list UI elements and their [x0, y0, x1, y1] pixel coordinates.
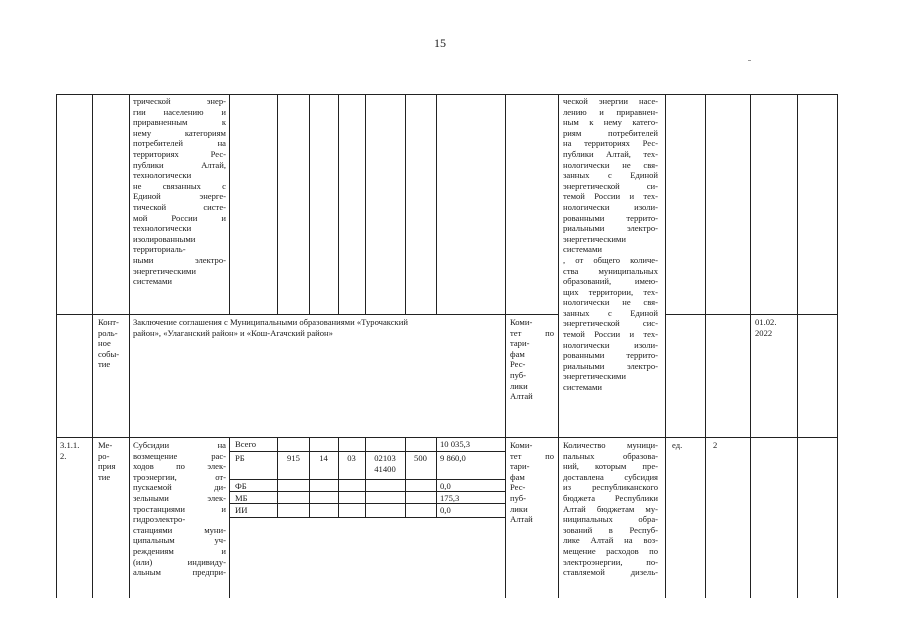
text-line: альным предпри-	[133, 567, 226, 578]
text-line: троэнергии, от-	[133, 471, 226, 482]
text-line: потребителей на	[133, 138, 226, 149]
grid-line	[665, 314, 837, 315]
text-line: прия	[98, 461, 116, 472]
text-line: системами	[563, 382, 603, 393]
text-line: Коми-	[510, 440, 533, 450]
funding-expense: 500	[414, 453, 427, 463]
text-line: 2022	[755, 327, 773, 338]
text-line: нологически не свя-	[563, 159, 658, 170]
text-line: тари-	[510, 338, 530, 349]
scan-mark	[748, 60, 751, 61]
funding-amount: 10 035,3	[440, 439, 471, 449]
text-line: тари-	[510, 461, 530, 472]
measure-indicator	[563, 440, 658, 578]
text-line: публики Алтай,	[133, 159, 226, 170]
text-line: Рес-	[510, 482, 526, 493]
funding-source: МБ	[235, 493, 248, 503]
text-line: ний, которым пре-	[563, 461, 658, 472]
text-line: Количество муници-	[563, 440, 658, 450]
grid-line	[92, 94, 93, 598]
text-line: ства муниципальных	[563, 265, 658, 276]
text-line: энергетической сис-	[563, 318, 658, 329]
text-line: Конт-	[98, 317, 119, 327]
text-line: лики	[510, 380, 528, 391]
control-event-executor	[510, 317, 554, 402]
grid-line	[229, 517, 505, 518]
text-line: тие	[98, 359, 111, 370]
grid-line	[56, 94, 57, 598]
measure-type	[98, 440, 128, 482]
text-line: тет по	[510, 327, 554, 338]
control-event-type	[98, 317, 128, 370]
funding-section: 14	[319, 453, 328, 463]
text-line: собы-	[98, 348, 120, 359]
grid-line	[365, 437, 366, 517]
grid-line	[837, 94, 838, 598]
measure-unit: ед.	[672, 440, 683, 450]
text-line: 3.1.1.	[60, 440, 80, 450]
text-line: публики Алтай, тех-	[563, 148, 658, 159]
grid-line	[56, 314, 558, 315]
text-line: нологически не свя-	[563, 297, 658, 308]
text-line: роль-	[98, 327, 118, 338]
funding-amount: 175,3	[440, 493, 460, 503]
text-line: ческой энергии насе-	[563, 96, 658, 106]
measure-executor	[510, 440, 554, 525]
text-line: изолированными	[133, 233, 196, 244]
text-line: зельными элек-	[133, 492, 226, 503]
grid-line	[338, 437, 339, 517]
grid-line	[405, 94, 406, 314]
grid-line	[665, 94, 666, 598]
text-line: 01.02.	[755, 317, 777, 327]
text-line: энергетическими	[563, 371, 626, 382]
text-line: тет по	[510, 450, 554, 461]
funding-source: Всего	[235, 439, 257, 449]
text-line: технологически	[133, 223, 192, 234]
grid-line	[338, 94, 339, 314]
grid-line	[436, 437, 437, 517]
text-line: ными электро-	[133, 254, 226, 265]
text-line: риям потребителей	[563, 127, 658, 138]
text-line: , от общего количе-	[563, 254, 658, 265]
text-line: гии населению и	[133, 106, 226, 117]
funding-source: РБ	[235, 453, 245, 463]
text-line: щих территории, тех-	[563, 286, 658, 297]
text-line: тростанциями и	[133, 503, 226, 514]
text-line: район», «Улаганский район» и «Кош-Агачский район»	[133, 327, 333, 338]
text-line: образований, имею-	[563, 276, 658, 287]
grid-line	[558, 94, 559, 598]
text-line: 2.	[60, 450, 67, 461]
funding-amount: 9 860,0	[440, 453, 466, 463]
text-line: системами	[563, 244, 603, 255]
grid-line	[56, 94, 837, 95]
grid-line	[56, 437, 837, 438]
text-line: рованными террито-	[563, 350, 658, 361]
text-line: риальными электро-	[563, 223, 658, 234]
continued-indicator	[563, 96, 658, 393]
text-line: энергетической си-	[563, 180, 658, 191]
text-line: реждениям и	[133, 545, 226, 556]
control-event-date	[755, 317, 793, 338]
text-line: не связанных с	[133, 180, 226, 191]
text-line: Заключение соглашения с Муниципальными образованиями «Турочакский	[133, 317, 408, 327]
text-line: гидроэлектро-	[133, 514, 186, 525]
text-line: фам	[510, 471, 525, 482]
text-line: ципальным уч-	[133, 535, 226, 546]
text-line: нологически изоли-	[563, 339, 658, 350]
grid-line	[705, 94, 706, 598]
text-line: тие	[98, 471, 111, 482]
text-line: занных с Единой	[563, 170, 658, 181]
page-number: 15	[434, 36, 446, 50]
text-line: темой России и тех-	[563, 329, 658, 340]
text-line: трической энер-	[133, 96, 226, 106]
text-line: Алтай	[510, 514, 533, 525]
funding-amount: 0,0	[440, 505, 451, 515]
grid-line	[405, 437, 406, 517]
text-line: технологически	[133, 170, 192, 181]
text-line: пуб-	[510, 492, 527, 503]
text-line: лике Алтай на воз-	[563, 535, 658, 546]
funding-source: ИИ	[235, 505, 248, 515]
measure-value: 2	[713, 440, 718, 450]
text-line: фам	[510, 348, 525, 359]
text-line: тической систе-	[133, 201, 226, 212]
text-line: занных с Единой	[563, 307, 658, 318]
funding-amount: 0,0	[440, 481, 451, 491]
text-line: ро-	[98, 450, 110, 461]
grid-line	[797, 94, 798, 598]
text-line: ходов по элек-	[133, 461, 226, 472]
text-line: нему категориям	[133, 127, 226, 138]
text-line: мой России и	[133, 212, 226, 223]
text-line: энергетическими	[133, 265, 196, 276]
funding-subsection: 03	[347, 453, 356, 463]
text-line: ное	[98, 338, 111, 349]
continued-description	[133, 96, 226, 287]
text-line: Ме-	[98, 440, 113, 450]
grid-line	[365, 94, 366, 314]
funding-article: 02103 41400	[374, 453, 396, 474]
text-line: пускаемой ди-	[133, 482, 226, 493]
text-line: Рес-	[510, 359, 526, 370]
grid-line	[129, 94, 130, 598]
grid-line	[505, 94, 506, 598]
text-line: Алтай бюджетам му-	[563, 503, 658, 514]
text-line: Субсидии на	[133, 440, 226, 450]
text-line: лению и приравнен-	[563, 106, 658, 117]
text-line: Алтай	[510, 391, 533, 402]
text-line: пальных образова-	[563, 450, 658, 461]
text-line: пуб-	[510, 369, 527, 380]
measure-description	[133, 440, 226, 578]
text-line: Коми-	[510, 317, 533, 327]
text-line: темой России и тех-	[563, 191, 658, 202]
text-line: возмещение рас-	[133, 450, 226, 461]
text-line: бюджета Республики	[563, 492, 658, 503]
text-line: на территориях Рес-	[563, 138, 658, 149]
text-line: ным к нему катего-	[563, 117, 658, 128]
text-line: Единой энерге-	[133, 191, 226, 202]
text-line: зований в Респуб-	[563, 524, 658, 535]
text-line: риальными электро-	[563, 360, 658, 371]
text-line: (или) индивиду-	[133, 556, 226, 567]
measure-number	[60, 440, 92, 461]
text-line: приравненным к	[133, 117, 226, 128]
text-line: территориаль-	[133, 244, 186, 255]
text-line: ниципальных обра-	[563, 514, 658, 525]
text-line: нологически изоли-	[563, 201, 658, 212]
text-line: системами	[133, 276, 173, 287]
text-line: из республиканского	[563, 482, 658, 493]
text-line: энергетическими	[563, 233, 626, 244]
grid-line	[309, 94, 310, 314]
funding-source: ФБ	[235, 481, 247, 491]
text-line: территориях Рес-	[133, 148, 226, 159]
control-event-description	[133, 317, 503, 338]
grid-line	[229, 451, 505, 452]
funding-gov: 915	[287, 453, 300, 463]
grid-line	[436, 94, 437, 314]
grid-line	[229, 94, 230, 314]
text-line: станциями муни-	[133, 524, 226, 535]
grid-line	[750, 94, 751, 598]
grid-line	[309, 437, 310, 517]
text-line: рованными террито-	[563, 212, 658, 223]
grid-line	[277, 94, 278, 314]
text-line: ставляемой дизель-	[563, 567, 658, 578]
text-line: доставлена субсидия	[563, 471, 658, 482]
grid-line	[229, 479, 505, 480]
text-line: лики	[510, 503, 528, 514]
text-line: электроэнергии, по-	[563, 556, 658, 567]
grid-line	[277, 437, 278, 517]
text-line: мещение расходов по	[563, 545, 658, 556]
